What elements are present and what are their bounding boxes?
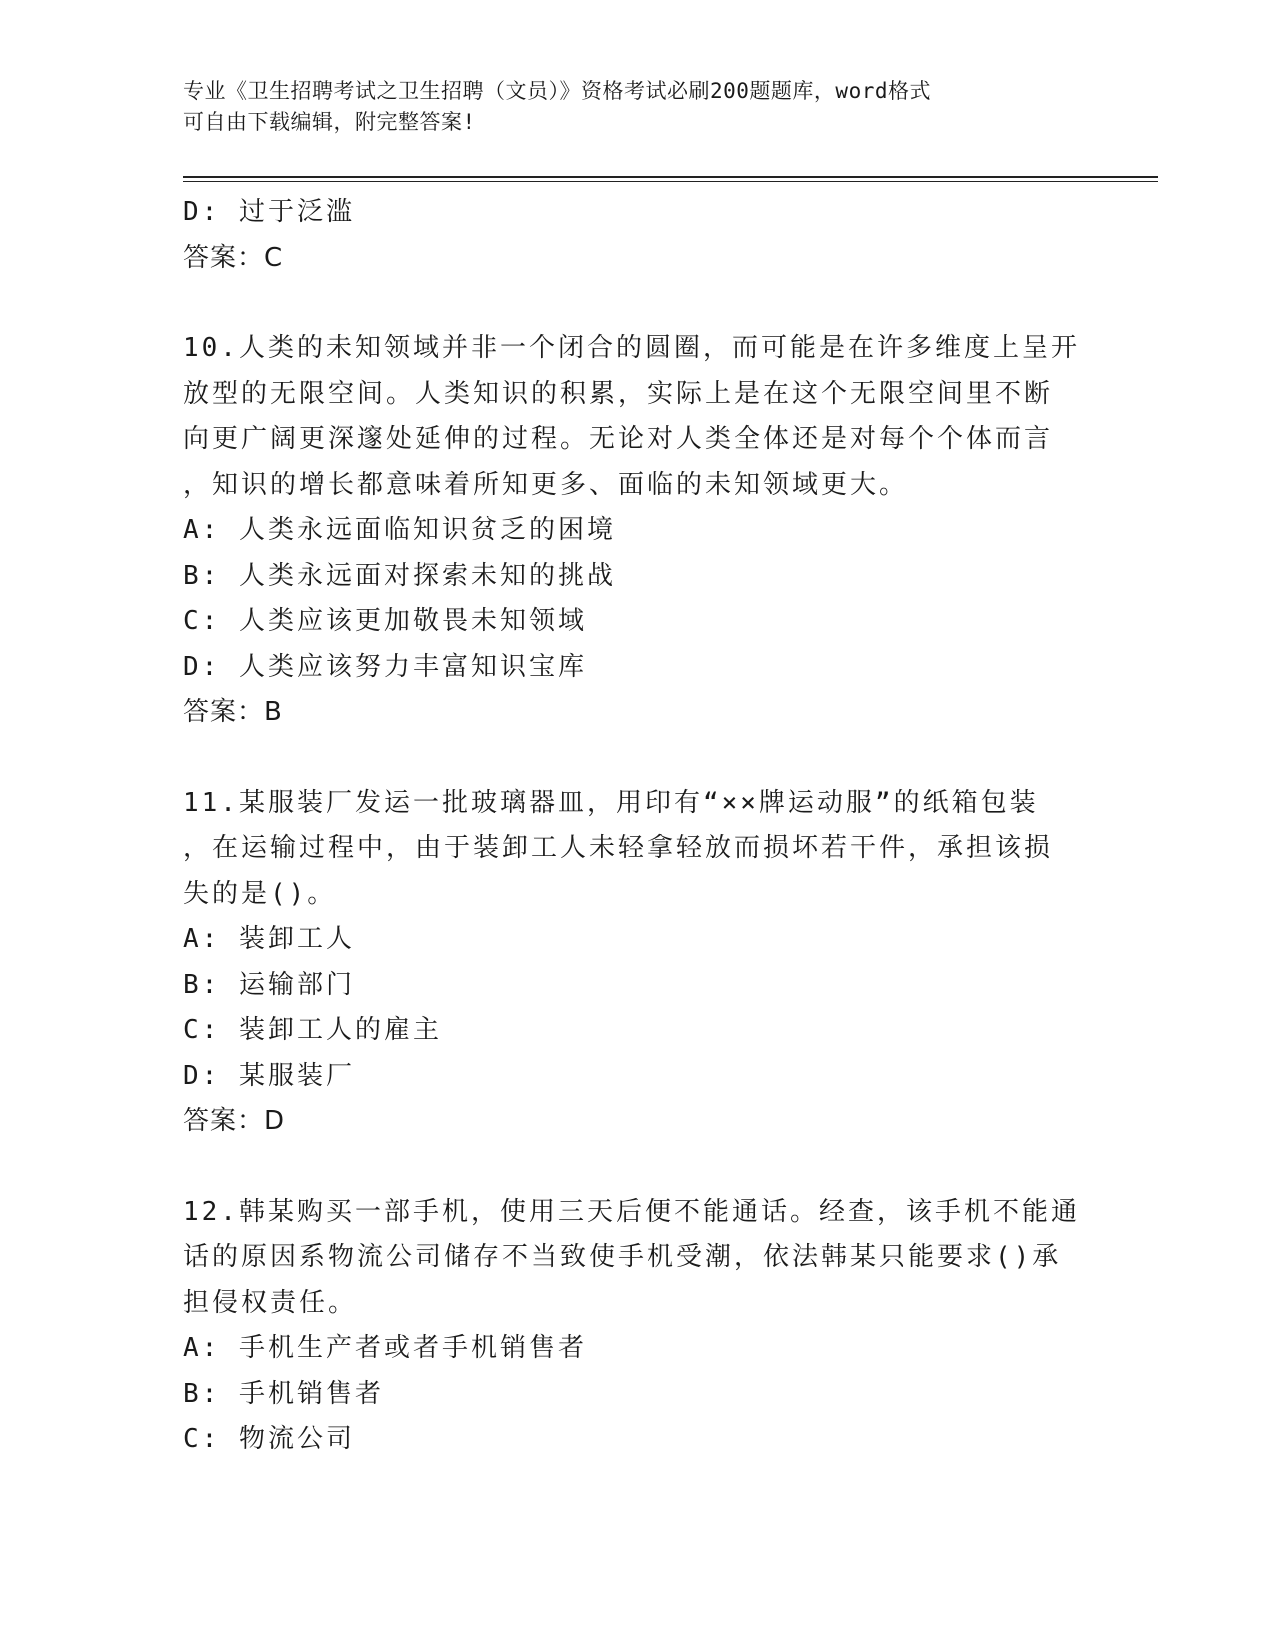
header-divider-thin [183, 181, 1158, 182]
answer-line: 答案：C [183, 242, 284, 273]
question-list [183, 190, 1083, 1463]
header-line-2: 可自由下载编辑，附完整答案! [183, 110, 476, 134]
spacer [183, 736, 1083, 781]
document-header [183, 76, 1083, 138]
option-b: B: 人类永远面对探索未知的挑战 [183, 560, 616, 591]
question-stem-line: 话的原因系物流公司储存不当致使手机受潮，依法韩某只能要求()承 [183, 1242, 1062, 1272]
question-stem-line: ，在运输过程中，由于装卸工人未轻拿轻放而损坏若干件，承担该损 [183, 833, 1054, 863]
question-12 [183, 1190, 1083, 1463]
question-stem-line: 11.某服装厂发运一批玻璃器皿，用印有“××牌运动服”的纸箱包装 [183, 787, 1039, 818]
question-previous [183, 190, 1083, 281]
question-stem-line: 放型的无限空间。人类知识的积累，实际上是在这个无限空间里不断 [183, 378, 1054, 409]
question-stem-line: 失的是()。 [183, 878, 337, 909]
question-stem-line: 担侵权责任。 [183, 1287, 358, 1318]
option-a: A: 手机生产者或者手机销售者 [183, 1333, 587, 1363]
question-stem-line: 向更广阔更深邃处延伸的过程。无论对人类全体还是对每个个体而言 [183, 424, 1054, 454]
question-10 [183, 326, 1083, 736]
spacer [183, 1145, 1083, 1190]
question-stem-line: 12.韩某购买一部手机，使用三天后便不能通话。经查，该手机不能通 [183, 1196, 1080, 1227]
option-b: B: 手机销售者 [183, 1378, 384, 1409]
question-11 [183, 781, 1083, 1145]
option-a: A: 装卸工人 [183, 924, 355, 954]
header-line-1: 专业《卫生招聘考试之卫生招聘（文员）》资格考试必刷200题题库，word格式 [183, 79, 931, 103]
question-stem-line: ，知识的增长都意味着所知更多、面临的未知领域更大。 [183, 469, 909, 500]
spacer [183, 281, 1083, 326]
answer-line: 答案：D [183, 1106, 286, 1136]
option-c: C: 物流公司 [183, 1424, 355, 1454]
option-d: D: 某服装厂 [183, 1060, 355, 1091]
question-stem-line: 10.人类的未知领域并非一个闭合的圆圈，而可能是在许多维度上呈开 [183, 333, 1080, 363]
option-d: D: 过于泛滥 [183, 197, 355, 227]
header-divider-thick [183, 176, 1158, 178]
option-c: C: 装卸工人的雇主 [183, 1015, 442, 1045]
option-a: A: 人类永远面临知识贫乏的困境 [183, 515, 616, 545]
answer-line: 答案：B [183, 697, 283, 727]
option-b: B: 运输部门 [183, 969, 355, 1000]
option-d: D: 人类应该努力丰富知识宝库 [183, 651, 587, 682]
option-c: C: 人类应该更加敬畏未知领域 [183, 606, 587, 636]
